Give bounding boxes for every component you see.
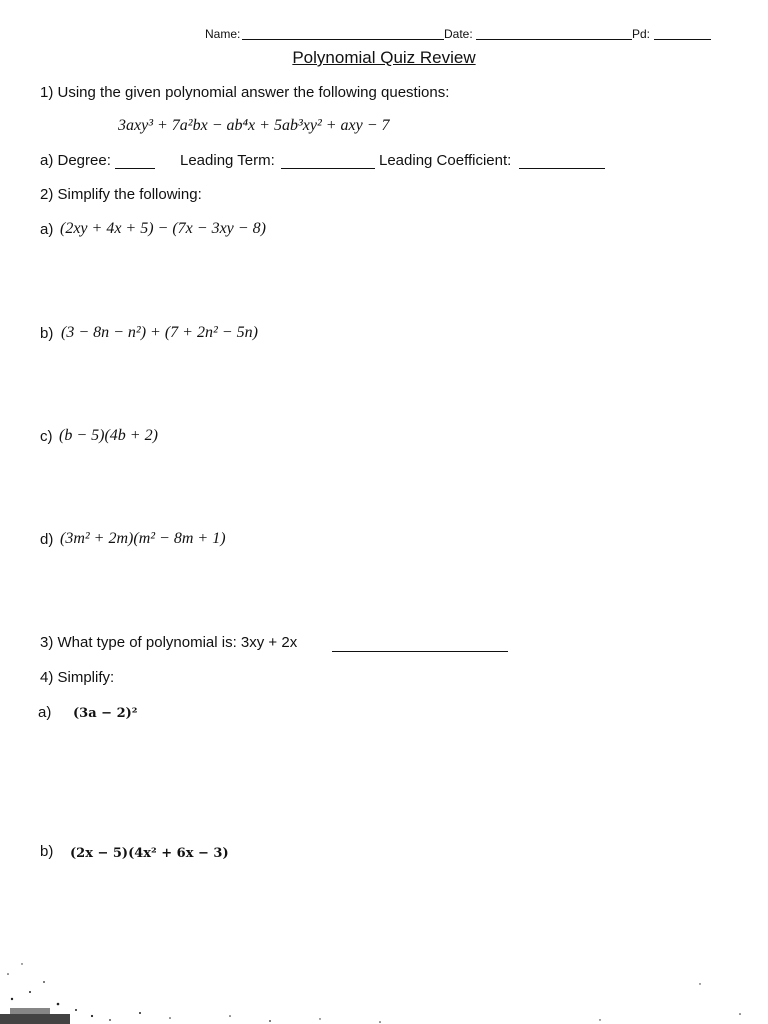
q2c-label: c) <box>40 428 53 445</box>
q2d-expression: (3m² + 2m)(m² − 8m + 1) <box>60 530 226 547</box>
q2c-expression: (b − 5)(4b + 2) <box>59 427 158 444</box>
leading-term-blank[interactable] <box>281 168 375 169</box>
degree-blank[interactable] <box>115 168 155 169</box>
leading-coefficient-blank[interactable] <box>519 168 605 169</box>
q4b-expression: (2x − 5)(4x² + 6x − 3) <box>70 846 229 861</box>
q2a-expression: (2xy + 4x + 5) − (7x − 3xy − 8) <box>60 220 266 237</box>
pd-label: Pd: <box>632 27 651 41</box>
q1-prompt: 1) Using the given polynomial answer the following questions: <box>40 84 450 101</box>
name-label: Name: <box>205 27 241 41</box>
q4a-expression: (3a − 2)² <box>73 706 138 721</box>
q1-degree-label: a) Degree: <box>40 152 111 169</box>
q1-leading-coefficient-label: Leading Coefficient: <box>379 152 512 169</box>
page-title: Polynomial Quiz Review <box>292 48 476 67</box>
q4-prompt: 4) Simplify: <box>40 669 115 686</box>
q2b-label: b) <box>40 325 54 342</box>
noise-specks <box>0 963 741 1024</box>
q2-prompt: 2) Simplify the following: <box>40 186 202 203</box>
q3-prompt: 3) What type of polynomial is: 3xy + 2x <box>40 634 298 651</box>
q4a-label: a) <box>38 704 52 721</box>
date-label: Date: <box>444 27 473 41</box>
q4b-label: b) <box>40 843 54 860</box>
q2b-expression: (3 − 8n − n²) + (7 + 2n² − 5n) <box>61 324 258 341</box>
q1-polynomial: 3axy³ + 7a²bx − ab⁴x + 5ab³xy² + axy − 7 <box>118 117 390 134</box>
q2d-label: d) <box>40 531 54 548</box>
scan-noise <box>0 904 768 1024</box>
name-blank[interactable] <box>242 39 444 40</box>
pd-blank[interactable] <box>654 39 711 40</box>
q2a-label: a) <box>40 221 54 238</box>
date-blank[interactable] <box>476 39 632 40</box>
q1-leading-term-label: Leading Term: <box>180 152 275 169</box>
q3-answer-blank[interactable] <box>332 651 508 652</box>
